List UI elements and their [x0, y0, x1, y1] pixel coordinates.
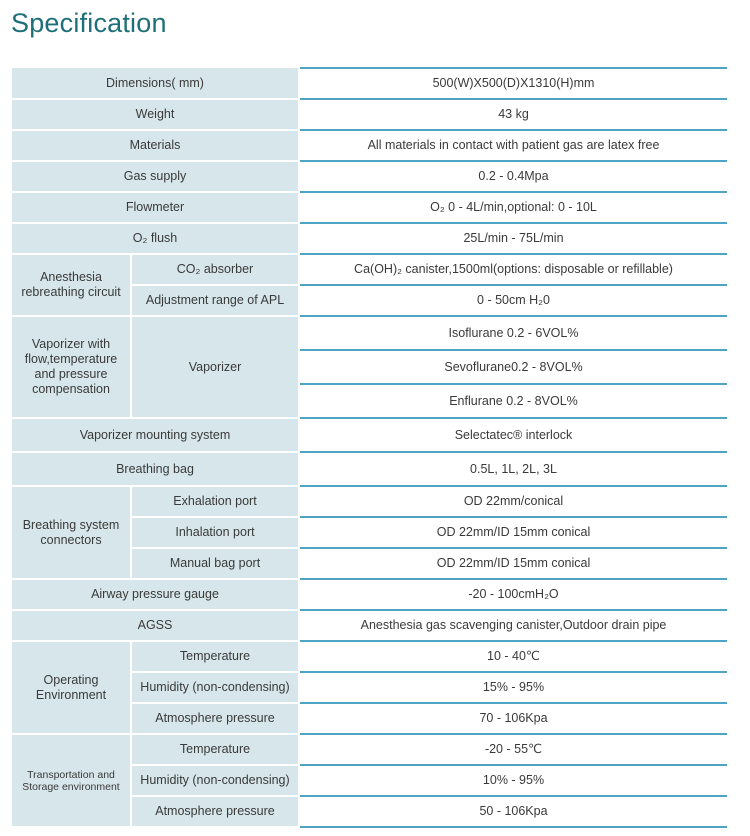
- spec-value: -20 - 100cmH₂O: [299, 579, 727, 610]
- spec-label: Airway pressure gauge: [12, 579, 299, 610]
- spec-value: -20 - 55℃: [299, 734, 727, 765]
- spec-value: Selectatec® interlock: [299, 418, 727, 452]
- table-row: [12, 223, 727, 254]
- spec-group-label: Operating Environment: [12, 641, 131, 734]
- spec-label: Vaporizer: [131, 316, 299, 418]
- spec-value: Isoflurane 0.2 - 6VOL%: [299, 316, 727, 350]
- spec-label: Temperature: [131, 641, 299, 672]
- spec-value: 10 - 40℃: [299, 641, 727, 672]
- spec-label: Exhalation port: [131, 486, 299, 517]
- spec-label: Vaporizer mounting system: [12, 418, 299, 452]
- table-row: [12, 418, 727, 452]
- spec-group-label: Breathing system connectors: [12, 486, 131, 579]
- spec-label: Gas supply: [12, 161, 299, 192]
- spec-label: O₂ flush: [12, 223, 299, 254]
- spec-value: Ca(OH)₂ canister,1500ml(options: disposable or refillable): [299, 254, 727, 285]
- table-row: [12, 316, 727, 350]
- spec-value: OD 22mm/conical: [299, 486, 727, 517]
- table-row: [12, 641, 727, 672]
- spec-label: Temperature: [131, 734, 299, 765]
- table-row: [12, 610, 727, 641]
- spec-value: All materials in contact with patient gas are latex free: [299, 130, 727, 161]
- table-row: [12, 254, 727, 285]
- table-row: [12, 161, 727, 192]
- spec-value: 0 - 50cm H₂0: [299, 285, 727, 316]
- table-row: [12, 99, 727, 130]
- spec-label: Dimensions( mm): [12, 68, 299, 99]
- table-row: [12, 452, 727, 486]
- spec-group-label: Vaporizer with flow,temperature and pressure compensation: [12, 316, 131, 418]
- table-row: [12, 734, 727, 765]
- spec-label: Materials: [12, 130, 299, 161]
- spec-label: Atmosphere pressure: [131, 796, 299, 827]
- spec-label: Weight: [12, 99, 299, 130]
- spec-label: Adjustment range of APL: [131, 285, 299, 316]
- spec-group-label: Anesthesia rebreathing circuit: [12, 254, 131, 316]
- spec-label: Manual bag port: [131, 548, 299, 579]
- spec-value: 15% - 95%: [299, 672, 727, 703]
- table-row: [12, 192, 727, 223]
- spec-label: Atmosphere pressure: [131, 703, 299, 734]
- table-row: [12, 486, 727, 517]
- table-row: [12, 579, 727, 610]
- spec-value: 0.2 - 0.4Mpa: [299, 161, 727, 192]
- spec-label: Inhalation port: [131, 517, 299, 548]
- spec-value: 10% - 95%: [299, 765, 727, 796]
- spec-label: AGSS: [12, 610, 299, 641]
- spec-table: [12, 67, 727, 828]
- spec-label: Humidity (non-condensing): [131, 672, 299, 703]
- spec-label: CO₂ absorber: [131, 254, 299, 285]
- spec-value: Enflurane 0.2 - 8VOL%: [299, 384, 727, 418]
- spec-value: 500(W)X500(D)X1310(H)mm: [299, 68, 727, 99]
- spec-value: 43 kg: [299, 99, 727, 130]
- table-row: [12, 130, 727, 161]
- spec-value: Anesthesia gas scavenging canister,Outdoor drain pipe: [299, 610, 727, 641]
- page-title: Specification: [11, 8, 167, 38]
- spec-value: 50 - 106Kpa: [299, 796, 727, 827]
- spec-value: 0.5L, 1L, 2L, 3L: [299, 452, 727, 486]
- spec-value: O₂ 0 - 4L/min,optional: 0 - 10L: [299, 192, 727, 223]
- table-row: [12, 68, 727, 99]
- spec-label: Breathing bag: [12, 452, 299, 486]
- spec-label: Humidity (non-condensing): [131, 765, 299, 796]
- spec-value: 25L/min - 75L/min: [299, 223, 727, 254]
- spec-group-label: Transportation and Storage environment: [12, 734, 131, 827]
- spec-label: Flowmeter: [12, 192, 299, 223]
- spec-value: Sevoflurane0.2 - 8VOL%: [299, 350, 727, 384]
- spec-value: OD 22mm/ID 15mm conical: [299, 548, 727, 579]
- spec-value: 70 - 106Kpa: [299, 703, 727, 734]
- spec-value: OD 22mm/ID 15mm conical: [299, 517, 727, 548]
